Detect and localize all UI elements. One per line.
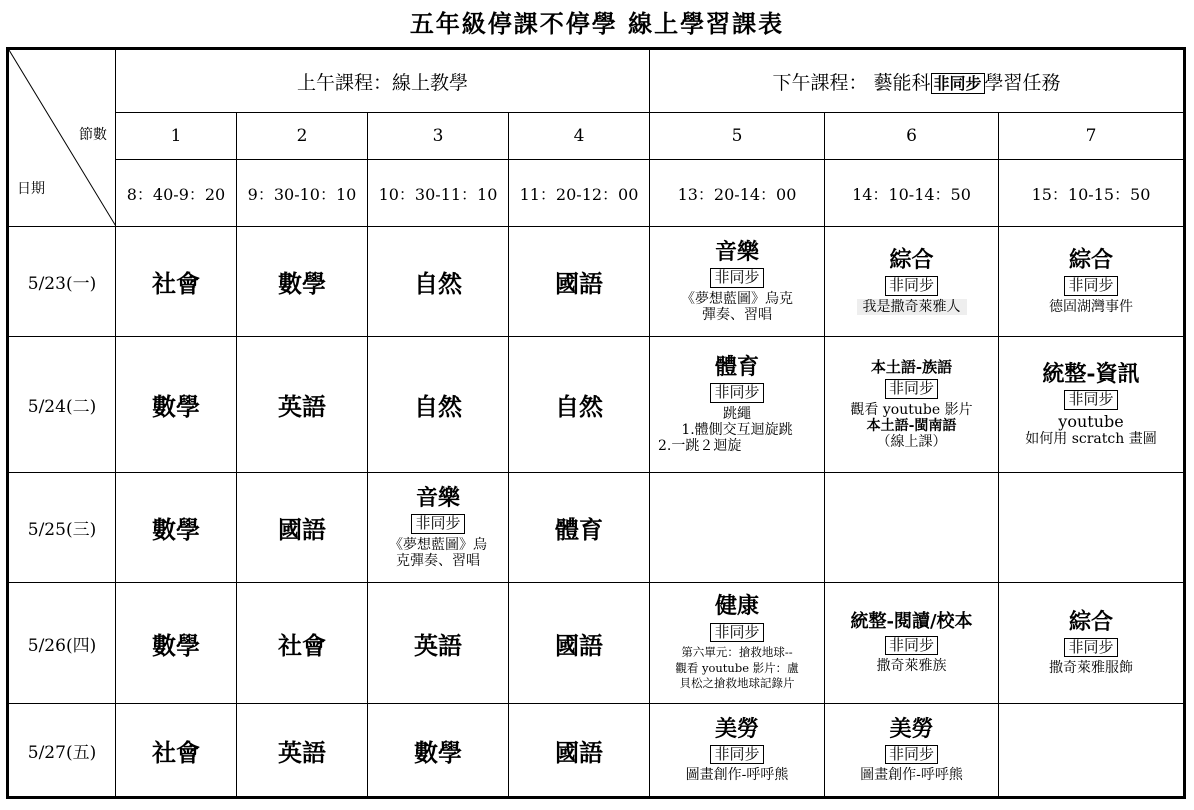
period-time: 8：40-9：20 [116,160,237,227]
period-number: 4 [509,113,650,160]
subject-cell: 體育 [509,473,650,583]
task-desc: 圖畫創作-呼呼熊 [860,767,963,784]
task-cell [825,337,999,473]
task-desc: 德固湖灣事件 [1049,298,1133,315]
task-subject: 音樂 [415,485,460,512]
async-badge: 非同步 [1064,390,1117,409]
subject-cell: 數學 [116,337,237,473]
task-subject: 體育 [714,354,759,381]
task-desc: 撒奇萊雅族 [876,657,947,674]
task-desc: 我是撒奇萊雅人 [857,299,967,315]
afternoon-header: 下午課程： 藝能科 非同步 學習任務 [650,49,1185,113]
async-badge: 非同步 [710,268,763,287]
task-cell [999,583,1185,704]
task-cell [825,704,999,798]
task-cell [825,227,999,337]
async-badge: 非同步 [931,73,985,94]
task-subject: 統整-資訊 [1042,360,1140,387]
table-row [8,473,1185,583]
task-desc: 彈奏、習唱 [702,306,772,323]
subject-cell: 社會 [116,704,237,798]
task-desc: youtube [1058,411,1124,431]
task-desc: 觀看 youtube 影片：盧 [675,660,799,675]
period-time: 15：10-15：50 [999,160,1185,227]
period-number: 1 [116,113,237,160]
async-badge: 非同步 [411,514,464,533]
table-row [8,337,1185,473]
task-desc: 圖畫創作-呼呼熊 [685,767,789,784]
task-cell [650,337,825,473]
period-time: 13：20-14：00 [650,160,825,227]
async-badge: 非同步 [710,623,763,642]
async-badge: 非同步 [885,379,938,398]
async-badge: 非同步 [710,745,763,764]
subject-cell: 自然 [368,337,509,473]
period-time: 11：20-12：00 [509,160,650,227]
subject-cell: 數學 [237,227,368,337]
subject-cell: 社會 [116,227,237,337]
date-cell: 5/26(四) [8,583,116,704]
task-desc: 《夢想藍圖》烏 [389,536,487,553]
empty-cell [825,473,999,583]
schedule-table [6,47,1186,799]
period-time: 10：30-11：10 [368,160,509,227]
empty-cell [650,473,825,583]
task-subject: 綜合 [889,247,934,274]
subject-cell: 英語 [368,583,509,704]
async-badge: 非同步 [710,383,763,402]
task-cell [999,227,1185,337]
task-subject: 統整-閱讀/校本 [850,610,973,632]
task-desc: 觀看 youtube 影片 [850,401,973,418]
period-number: 3 [368,113,509,160]
subject-cell: 國語 [509,704,650,798]
date-cell: 5/25(三) [8,473,116,583]
date-cell: 5/24(二) [8,337,116,473]
subject-cell: 國語 [509,583,650,704]
task-subject: 美勞 [889,715,934,742]
period-number: 7 [999,113,1185,160]
subject-cell: 自然 [509,337,650,473]
task-subject: 本土語-族語 [870,358,953,377]
task-desc: 貝松之搶救地球記錄片 [679,676,795,691]
subject-cell: 數學 [368,704,509,798]
subject-cell: 數學 [116,583,237,704]
task-desc: 2.一跳２迴旋 [658,437,742,454]
empty-cell [999,704,1185,798]
subject-cell: 國語 [509,227,650,337]
subject-cell: 社會 [237,583,368,704]
task-cell [999,337,1185,473]
task-desc: 如何用 scratch 畫圖 [1025,430,1157,447]
task-cell [825,583,999,704]
async-badge: 非同步 [1064,276,1117,295]
corner-cell [8,49,116,227]
period-time: 9：30-10：10 [237,160,368,227]
task-cell [368,473,509,583]
task-cell [650,704,825,798]
subject-cell: 國語 [237,473,368,583]
task-desc: 克彈奏、習唱 [396,552,480,569]
task-subject: 健康 [714,593,759,620]
async-badge: 非同步 [885,636,938,655]
task-desc: 撒奇萊雅服飾 [1049,660,1133,677]
async-badge: 非同步 [885,276,938,295]
date-cell: 5/27(五) [8,704,116,798]
subject-cell: 數學 [116,473,237,583]
date-cell: 5/23(一) [8,227,116,337]
period-label: 節數 [79,127,107,143]
date-label: 日期 [17,181,45,197]
task-cell [650,583,825,704]
period-number: 5 [650,113,825,160]
subject-cell: 英語 [237,337,368,473]
task-desc: （線上課） [876,433,947,450]
async-badge: 非同步 [885,745,938,764]
task-desc: 跳繩 [723,405,751,422]
subject-cell: 英語 [237,704,368,798]
task-subject: 音樂 [714,239,759,266]
task-desc: 1.體側交互迴旋跳 [681,421,793,438]
period-time: 14：10-14：50 [825,160,999,227]
task-desc: 《夢想藍圖》烏克 [681,290,793,307]
task-desc: 本土語-閩南語 [866,417,957,434]
table-row [8,583,1185,704]
task-subject: 綜合 [1068,608,1113,635]
table-row [8,227,1185,337]
page-title: 五年級停課不停學 線上學習課表 [409,9,785,38]
empty-cell [999,473,1185,583]
task-desc: 第六單元：搶救地球-- [681,645,793,659]
morning-header: 上午課程：線上教學 [116,49,650,113]
subject-cell: 自然 [368,227,509,337]
period-number: 2 [237,113,368,160]
task-subject: 綜合 [1068,247,1113,274]
table-row [8,704,1185,798]
task-cell [650,227,825,337]
task-subject: 美勞 [714,715,759,742]
period-number: 6 [825,113,999,160]
async-badge: 非同步 [1064,638,1117,657]
